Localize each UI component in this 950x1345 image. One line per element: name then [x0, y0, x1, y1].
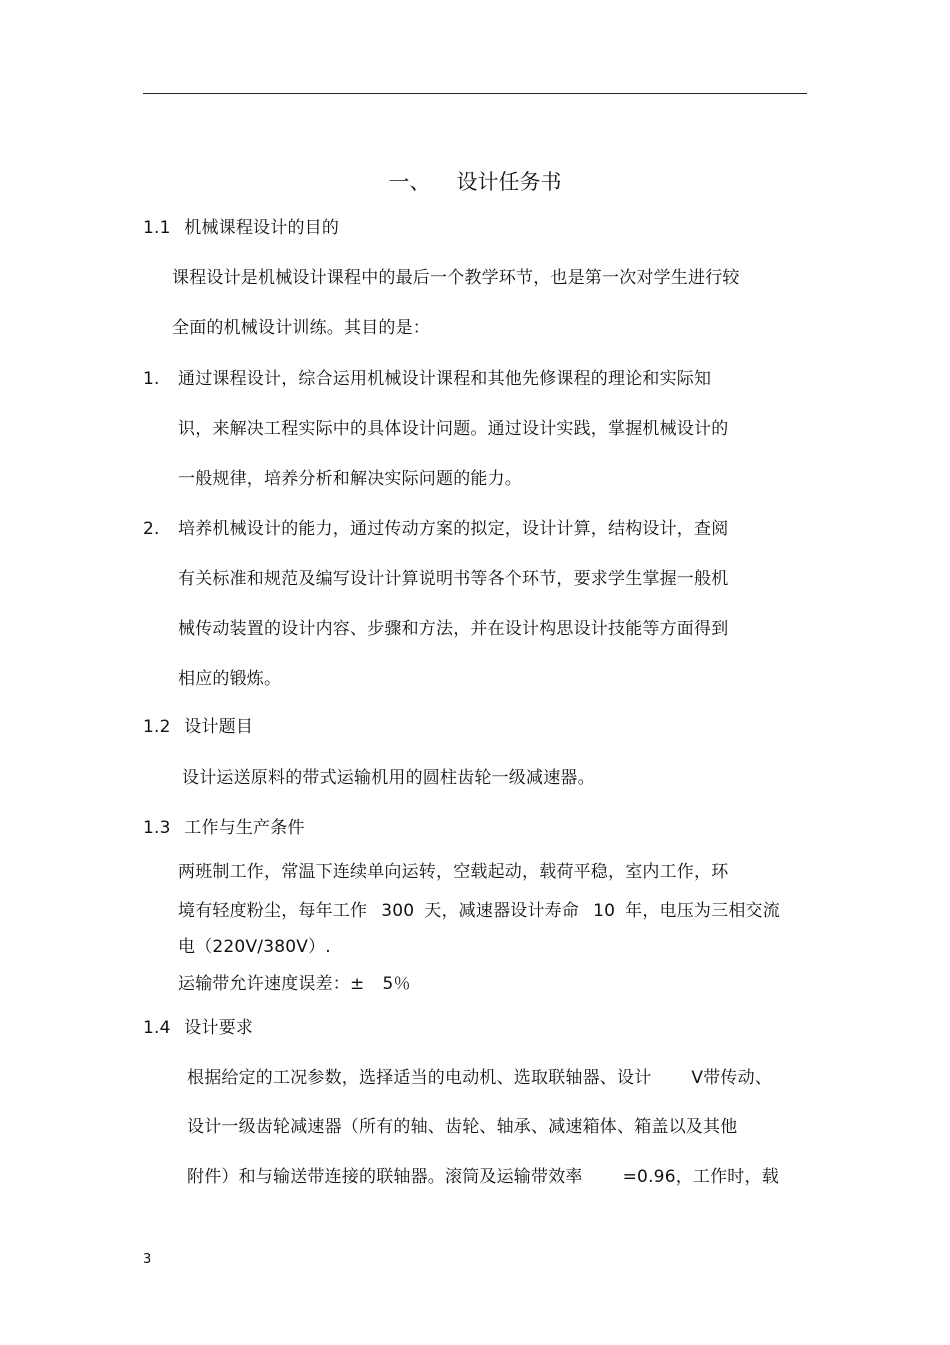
- text-run: 根据给定的工况参数，选择适当的电动机、选取联轴器、设计: [187, 1068, 652, 1088]
- work-days-value: 300: [381, 901, 415, 921]
- list-item-line: 有关标准和规范及编写设计计算说明书等各个环节，要求学生掌握一般机: [178, 569, 729, 589]
- list-item-line: 一般规律，培养分析和解决实际问题的能力。: [178, 469, 522, 489]
- paragraph-line: 课程设计是机械设计课程中的最后一个教学环节，也是第一次对学生进行较: [172, 268, 740, 288]
- chapter-title-text: 设计任务书: [456, 170, 562, 194]
- paragraph-line: 两班制工作，常温下连续单向运转，空载起动，载荷平稳，室内工作，环: [178, 862, 729, 882]
- header-rule: [143, 93, 807, 94]
- section-number: 1.3: [143, 818, 171, 838]
- design-life-value: 10: [593, 901, 616, 921]
- paragraph-line: [187, 1166, 779, 1188]
- text-run: 附件）和与输送带连接的联轴器。滚筒及运输带效率: [187, 1167, 583, 1187]
- section-1-2-heading: [143, 716, 253, 738]
- text-run: 运输带允许速度误差：±: [178, 974, 365, 994]
- list-item-line: 培养机械设计的能力，通过传动方案的拟定，设计计算，结构设计，查阅: [178, 519, 729, 539]
- paragraph-line: [178, 900, 780, 922]
- list-item-line: 识，来解决工程实际中的具体设计问题。通过设计实践，掌握机械设计的: [178, 419, 729, 439]
- section-title: 工作与生产条件: [184, 818, 305, 838]
- list-item-number: 1.: [143, 369, 160, 389]
- speed-tolerance-value: 5％: [382, 974, 411, 994]
- paragraph-line: 全面的机械设计训练。其目的是：: [172, 318, 430, 338]
- paragraph-line: [187, 1067, 772, 1089]
- chapter-title: [0, 168, 950, 196]
- page-number: 3: [143, 1252, 152, 1267]
- list-item-number: 2.: [143, 519, 160, 539]
- section-number: 1.4: [143, 1018, 171, 1038]
- chapter-number: 一、: [388, 170, 431, 194]
- section-1-1-heading: [143, 217, 339, 239]
- section-number: 1.1: [143, 218, 171, 238]
- paragraph-line: 设计运送原料的带式运输机用的圆柱齿轮一级减速器。: [182, 768, 595, 788]
- section-title: 设计要求: [184, 1018, 254, 1038]
- text-run: 年，电压为三相交流: [625, 901, 780, 921]
- paragraph-line: 设计一级齿轮减速器（所有的轴、齿轮、轴承、减速箱体、箱盖以及其他: [187, 1117, 738, 1137]
- section-1-3-heading: [143, 817, 305, 839]
- text-run: 境有轻度粉尘，每年工作: [178, 901, 368, 921]
- section-1-4-heading: [143, 1017, 253, 1039]
- paragraph-line: [178, 973, 411, 995]
- paragraph-line: 电（220V/380V）.: [178, 937, 331, 957]
- list-item-line: 通过课程设计，综合运用机械设计课程和其他先修课程的理论和实际知: [178, 369, 712, 389]
- section-title: 设计题目: [184, 717, 254, 737]
- list-item-line: 相应的锻炼。: [178, 669, 282, 689]
- section-number: 1.2: [143, 717, 171, 737]
- list-item-line: 械传动装置的设计内容、步骤和方法，并在设计构思设计技能等方面得到: [178, 619, 729, 639]
- text-run: 天，减速器设计寿命: [424, 901, 580, 921]
- text-run: V带传动、: [691, 1068, 773, 1088]
- efficiency-value: =0.96，工作时，载: [622, 1167, 779, 1187]
- section-title: 机械课程设计的目的: [184, 218, 340, 238]
